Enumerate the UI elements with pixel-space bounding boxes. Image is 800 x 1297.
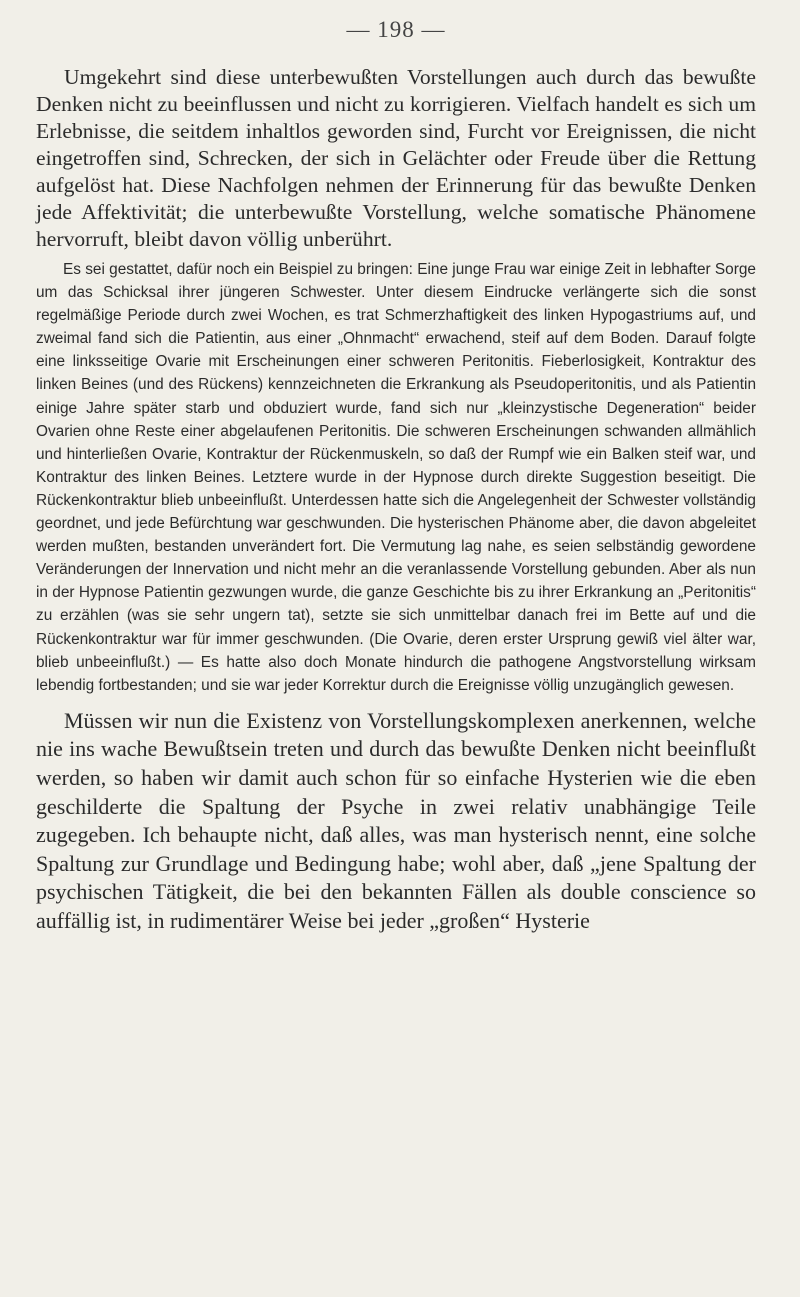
page-number: — 198 — (346, 17, 446, 42)
paragraph-case-example: Es sei gestattet, dafür noch ein Beispiel zu bringen: Eine junge Frau war einige Zeit in lebhafter Sorge um das Schicksal ihrer jüngeren Schwester. Unter diesem Eindrucke verlängerte sich die sonst regelmäßige Periode durch zwei Wochen, es trat Schmerzhaftigkeit des linken Hypogastriums auf, und zweimal fand sich die Patientin, aus einer „Ohnmacht“ erwachend, steif auf dem Boden. Darauf folgte eine linksseitige Ovarie mit Erscheinungen einer schweren Peritonitis. Fieberlosigkeit, Kontraktur des linken Beines (und des Rückens) kennzeichneten die Erkrankung als Pseudoperitonitis, und als Patientin einige Jahre später starb und obduziert wurde, fand sich nur „kleinzystische Degeneration“ beider Ovarien ohne Reste einer abgelaufenen Peritonitis. Die schweren Erscheinungen schwanden allmählich und hinterließen Ovarie, Kontraktur der Rückenmuskeln, so daß der Rumpf wie ein Balken steif war, und Kontraktur des linken Beines. Letztere wurde in der Hypnose durch direkte Suggestion beseitigt. Die Rückenkontraktur blieb unbeeinflußt. Unterdessen hatte sich die Angelegenheit der Schwester vollständig geordnet, und jede Befürchtung war geschwunden. Die hysterischen Phänome aber, die davon abgeleitet werden mußten, bestanden unverändert fort. Die Vermutung lag nahe, es seien selbständig gewordene Veränderungen der Innervation und nicht mehr an die veranlassende Vorstellung gebunden. Aber als nun in der Hypnose Patientin gezwungen wurde, die ganze Geschichte bis zu ihrer Erkrankung an „Peritonitis“ zu erzählen (was sie sehr ungern tat), setzte sie sich unmittelbar danach frei im Bette auf und die Rückenkontraktur war für immer geschwunden. (Die Ovarie, deren erster Ursprung gewiß viel älter war, blieb unbeeinflußt.) — Es hatte also doch Monate hindurch die pathogene Angstvorstellung wirksam lebendig fortbestanden; und sie war jeder Korrektur durch die Ereignisse völlig unzugänglich gewesen. (36, 261, 756, 694)
paragraph-psyche-splitting: Müssen wir nun die Existenz von Vorstellungskomplexen anerkennen, welche nie ins wache Bewußtsein treten und durch das bewußte Denken nicht beeinflußt werden, so haben wir damit auch schon für so einfache Hysterien wie die eben geschilderte die Spaltung der Psyche in zwei relativ unabhängige Teile zugegeben. Ich behaupte nicht, daß alles, was man hysterisch nennt, eine solche Spaltung zur Grundlage und Bedingung habe; wohl aber, daß „jene Spaltung der psychischen Tätigkeit, die bei den bekannten Fällen als double conscience so auffällig ist, in rudimentärer Weise bei jeder „großen“ Hysterie (36, 707, 756, 933)
paragraph-unconscious-ideas: Umgekehrt sind diese unterbewußten Vorstellungen auch durch das bewußte Denken nicht zu beeinflussen und nicht zu korrigieren. Vielfach handelt es sich um Erlebnisse, die seitdem inhaltlos geworden sind, Furcht vor Ereignissen, die nicht eingetroffen sind, Schrecken, der sich in Gelächter oder Freude über die Rettung aufgelöst hat. Diese Nachfolgen nehmen der Erinnerung für das bewußte Denken jede Affektivität; die unterbewußte Vorstellung, welche somatische Phänomene hervorruft, bleibt davon völlig unberührt. (36, 65, 756, 251)
